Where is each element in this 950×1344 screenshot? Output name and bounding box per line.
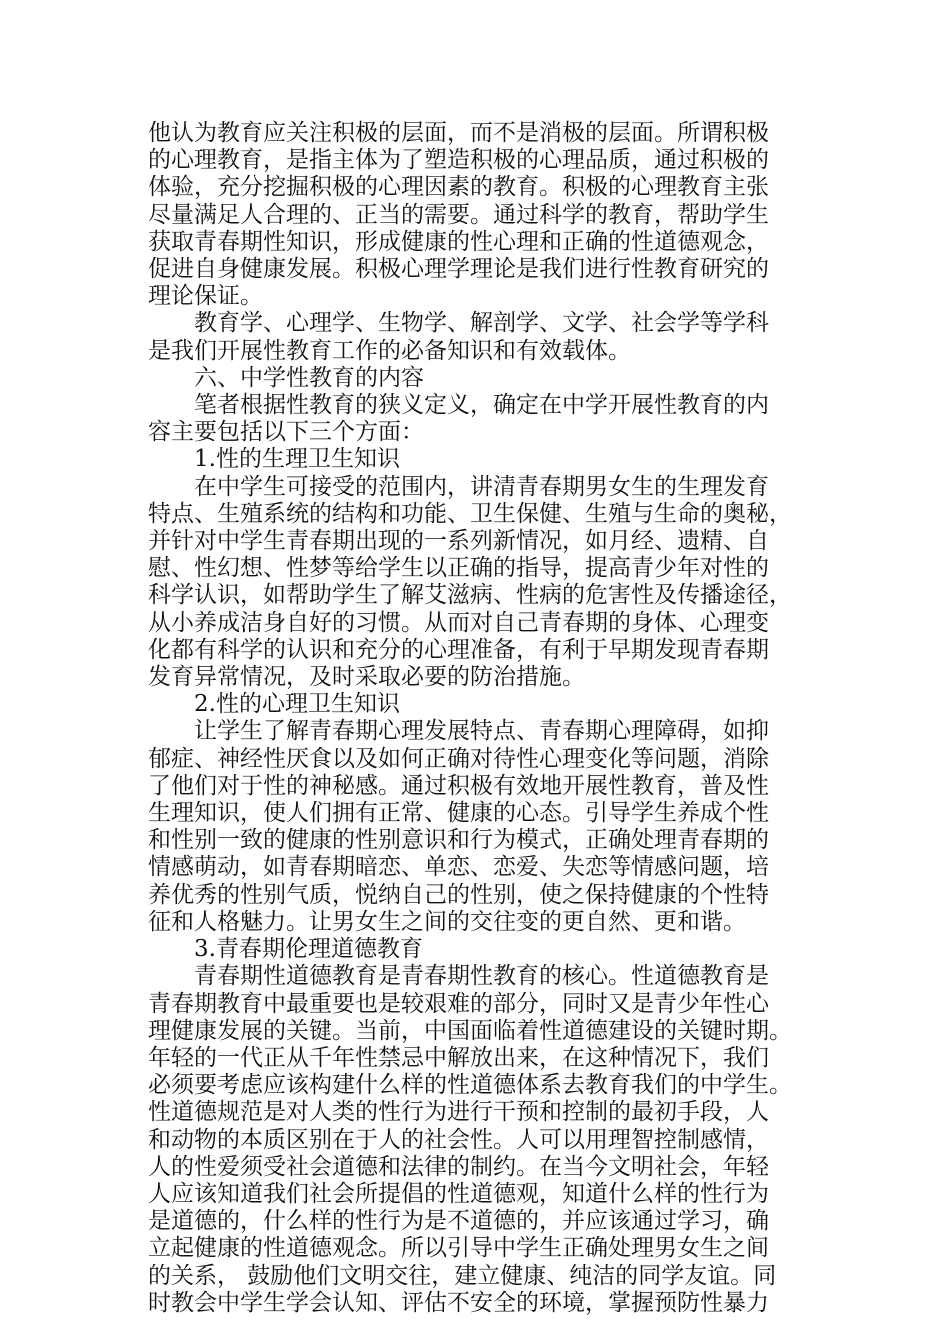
paragraph-continuation: 他认为教育应关注积极的层面，而不是消极的层面。所谓积极 的心理教育，是指主体为了塑造积极的心理品质，通过积极的 体验，充分挖掘积极的心理因素的教育。积极的心理教育主张 尽量满足人合理的、正当的需要。通过科学的教育，帮助学生 获取青春期性知识，形成健康的性心理和正确的性道德观念， 促进自身健康发展。积极心理学理论是我们进行性教育研究的 理论保证。 xyxy=(148,120,769,310)
paragraph-disciplines: 教育学、心理学、生物学、解剖学、文学、社会学等学科 是我们开展性教育工作的必备知识和有效载体。 xyxy=(148,310,769,364)
paragraph-item-1: 在中学生可接受的范围内，讲清青春期男女生的生理发育 特点、生殖系统的结构和功能、卫生保健、生殖与生命的奥秘， 并针对中学生青春期出现的一系列新情况，如月经、遗精、自 慰、性幻想、性梦等给学生以正确的指导，提高青少年对性的 科学认识，如帮助学生了解艾滋病、性病的危害性及传播途径， 从小养成洁身自好的习惯。从而对自己青春期的身体、心理变 化都有科学的认识和充分的心理准备，有利于早期发现青春期 发育异常情况，及时采取必要的防治措施。 xyxy=(148,473,792,691)
item-heading-2: 2.性的心理卫生知识 xyxy=(194,691,400,718)
item-heading-3: 3.青春期伦理道德教育 xyxy=(194,936,423,963)
item-heading-1: 1.性的生理卫生知识 xyxy=(194,446,400,473)
paragraph-intro: 笔者根据性教育的狭义定义，确定在中学开展性教育的内 容主要包括以下三个方面： xyxy=(148,392,769,446)
paragraph-item-2: 让学生了解青春期心理发展特点、青春期心理障碍，如抑 郁症、神经性厌食以及如何正确对待性心理变化等问题，消除 了他们对于性的神秘感。通过积极有效地开展性教育，普及性 生理知识，使人们拥有正常、健康的心态。引导学生养成个性 和性别一致的健康的性别意识和行为模式，正确处理青春期的 情感萌动，如青春期暗恋、单恋、恋爱、失恋等情感问题，培 养优秀的性别气质，悦纳自己的性别，使之保持健康的个性特 征和人格魅力。让男女生之间的交往变的更自然、更和谐。 xyxy=(148,718,769,935)
paragraph-item-3: 青春期性道德教育是青春期性教育的核心。性道德教育是 青春期教育中最重要也是较艰难的部分，同时又是青少年性心 理健康发展的关键。当前，中国面临着性道德建设的关键时期。 年轻的一代正从千年性禁忌中解放出来，在这种情况下，我们 必须要考虑应该构建什么样的性道德体系去教育我们的中学生。 性道德规范是对人类的性行为进行干预和控制的最初手段，人 和动物的本质区别在于人的社会性。人可以用理智控制感情， 人的性爱须受社会道德和法律的制约。在当今文明社会，年轻 人应该知道我们社会所提倡的性道德观，知道什么样的性行为 是道德的，什么样的性行为是不道德的，并应该通过学习，确 立起健康的性道德观念。所以引导中学生正确处理男女生之间 的关系， 鼓励他们文明交往，建立健康、纯洁的同学友谊。同 时教会中学生学会认知、评估不安全的环境，掌握预防性暴力 xyxy=(148,963,792,1316)
document-page xyxy=(148,120,798,1317)
section-heading-6: 六、中学性教育的内容 xyxy=(194,364,424,391)
